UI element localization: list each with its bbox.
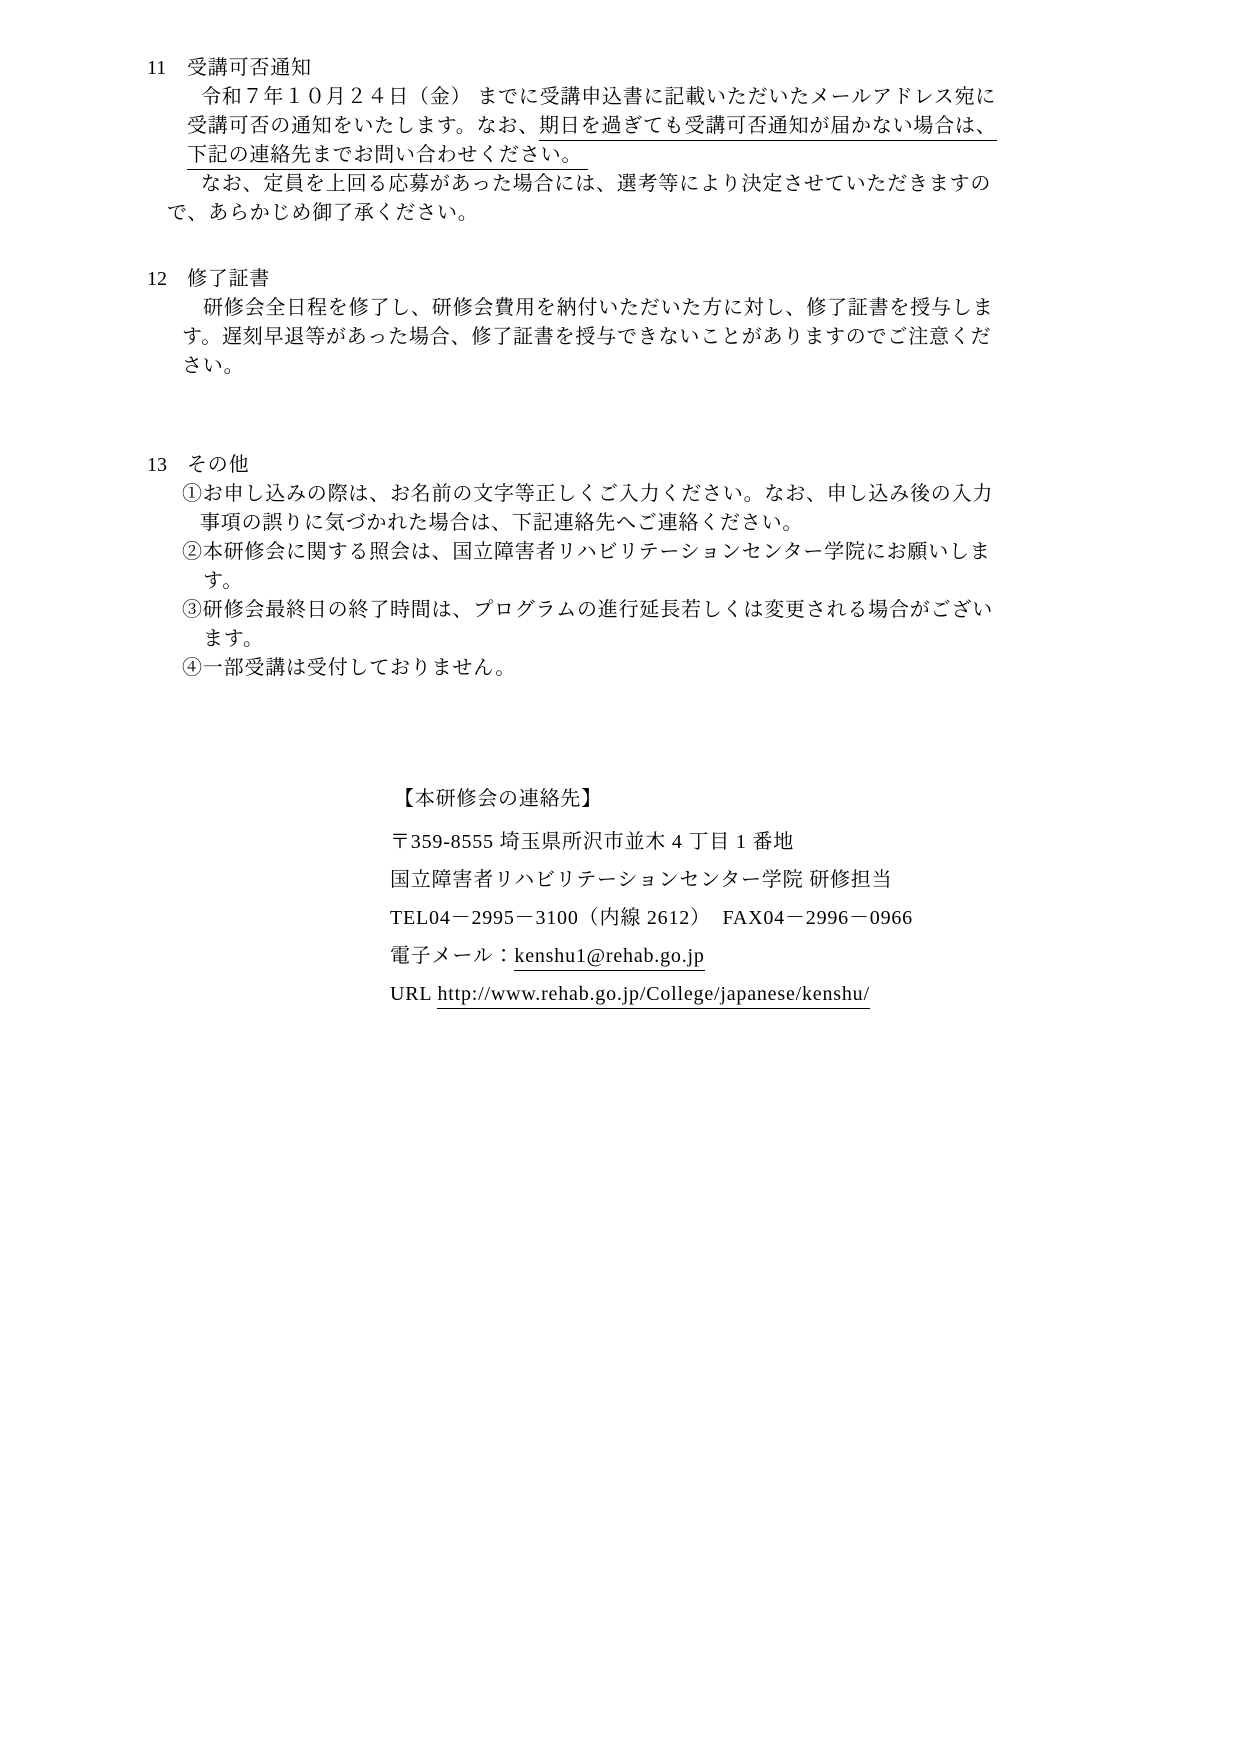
section-11-para1-line3-underlined: 下記の連絡先までお問い合わせください。 bbox=[187, 144, 588, 170]
contact-url-line bbox=[390, 981, 870, 1008]
contact-tel-fax: TEL04－2995－3100（内線 2612） FAX04－2996－0966 bbox=[390, 907, 913, 929]
section-12-heading bbox=[147, 266, 270, 293]
contact-organization: 国立障害者リハビリテーションセンター学院 研修担当 bbox=[390, 869, 893, 891]
section-12-line2: す。遅刻早退等があった場合、修了証書を授与できないことがありますのでご注意くだ bbox=[182, 326, 992, 348]
section-11-para1-line3 bbox=[187, 142, 588, 169]
section-11-number: 11 bbox=[147, 57, 167, 79]
section-11-para1-line2-underlined: 期日を過ぎても受講可否通知が届かない場合は、 bbox=[539, 115, 997, 141]
section-13-title: その他 bbox=[187, 454, 250, 476]
section-11-para1-line2-plain: 受講可否の通知をいたします。なお、 bbox=[187, 115, 539, 137]
section-13-item3-line2: ます。 bbox=[203, 628, 264, 650]
url-link[interactable]: http://www.rehab.go.jp/College/japanese/kenshu/ bbox=[437, 983, 869, 1009]
section-13-item4-line1: ④一部受講は受付しておりません。 bbox=[182, 657, 516, 679]
section-12-title: 修了証書 bbox=[187, 268, 271, 290]
section-11-para1-line2 bbox=[187, 113, 997, 140]
url-label: URL bbox=[390, 983, 438, 1005]
section-13-item3-line1: ③研修会最終日の終了時間は、プログラムの進行延長若しくは変更される場合がござい bbox=[182, 599, 993, 621]
contact-postal-address: 〒359-8555 埼玉県所沢市並木 4 丁目 1 番地 bbox=[390, 831, 795, 853]
section-13-item1-line2: 事項の誤りに気づかれた場合は、下記連絡先へご連絡ください。 bbox=[200, 512, 804, 534]
section-11-para1-line1: 令和７年１０月２４日（金） までに受講申込書に記載いただいたメールアドレス宛に bbox=[201, 86, 997, 108]
contact-email-line bbox=[390, 943, 705, 970]
section-11-para2-line1: なお、定員を上回る応募があった場合には、選考等により決定させていただきますの bbox=[201, 173, 992, 195]
section-12-line3: さい。 bbox=[182, 355, 245, 377]
section-11-para2-line2: で、あらかじめ御了承ください。 bbox=[167, 202, 479, 224]
contact-heading: 【本研修会の連絡先】 bbox=[394, 788, 602, 810]
section-11-title: 受講可否通知 bbox=[187, 57, 312, 79]
email-link[interactable]: kenshu1@rehab.go.jp bbox=[514, 945, 704, 971]
section-13-item2-line1: ②本研修会に関する照会は、国立障害者リハビリテーションセンター学院にお願いしま bbox=[182, 541, 991, 563]
section-13-item2-line2: す。 bbox=[203, 570, 243, 592]
section-13-number: 13 bbox=[147, 454, 167, 476]
section-12-number: 12 bbox=[147, 268, 167, 290]
section-13-item1-line1: ①お申し込みの際は、お名前の文字等正しくご入力ください。なお、申し込み後の入力 bbox=[182, 483, 994, 505]
section-13-heading bbox=[147, 452, 249, 479]
email-label: 電子メール： bbox=[390, 945, 515, 967]
section-12-line1: 研修会全日程を修了し、研修会費用を納付いただいた方に対し、修了証書を授与しま bbox=[203, 297, 994, 319]
section-11-heading bbox=[147, 55, 312, 82]
